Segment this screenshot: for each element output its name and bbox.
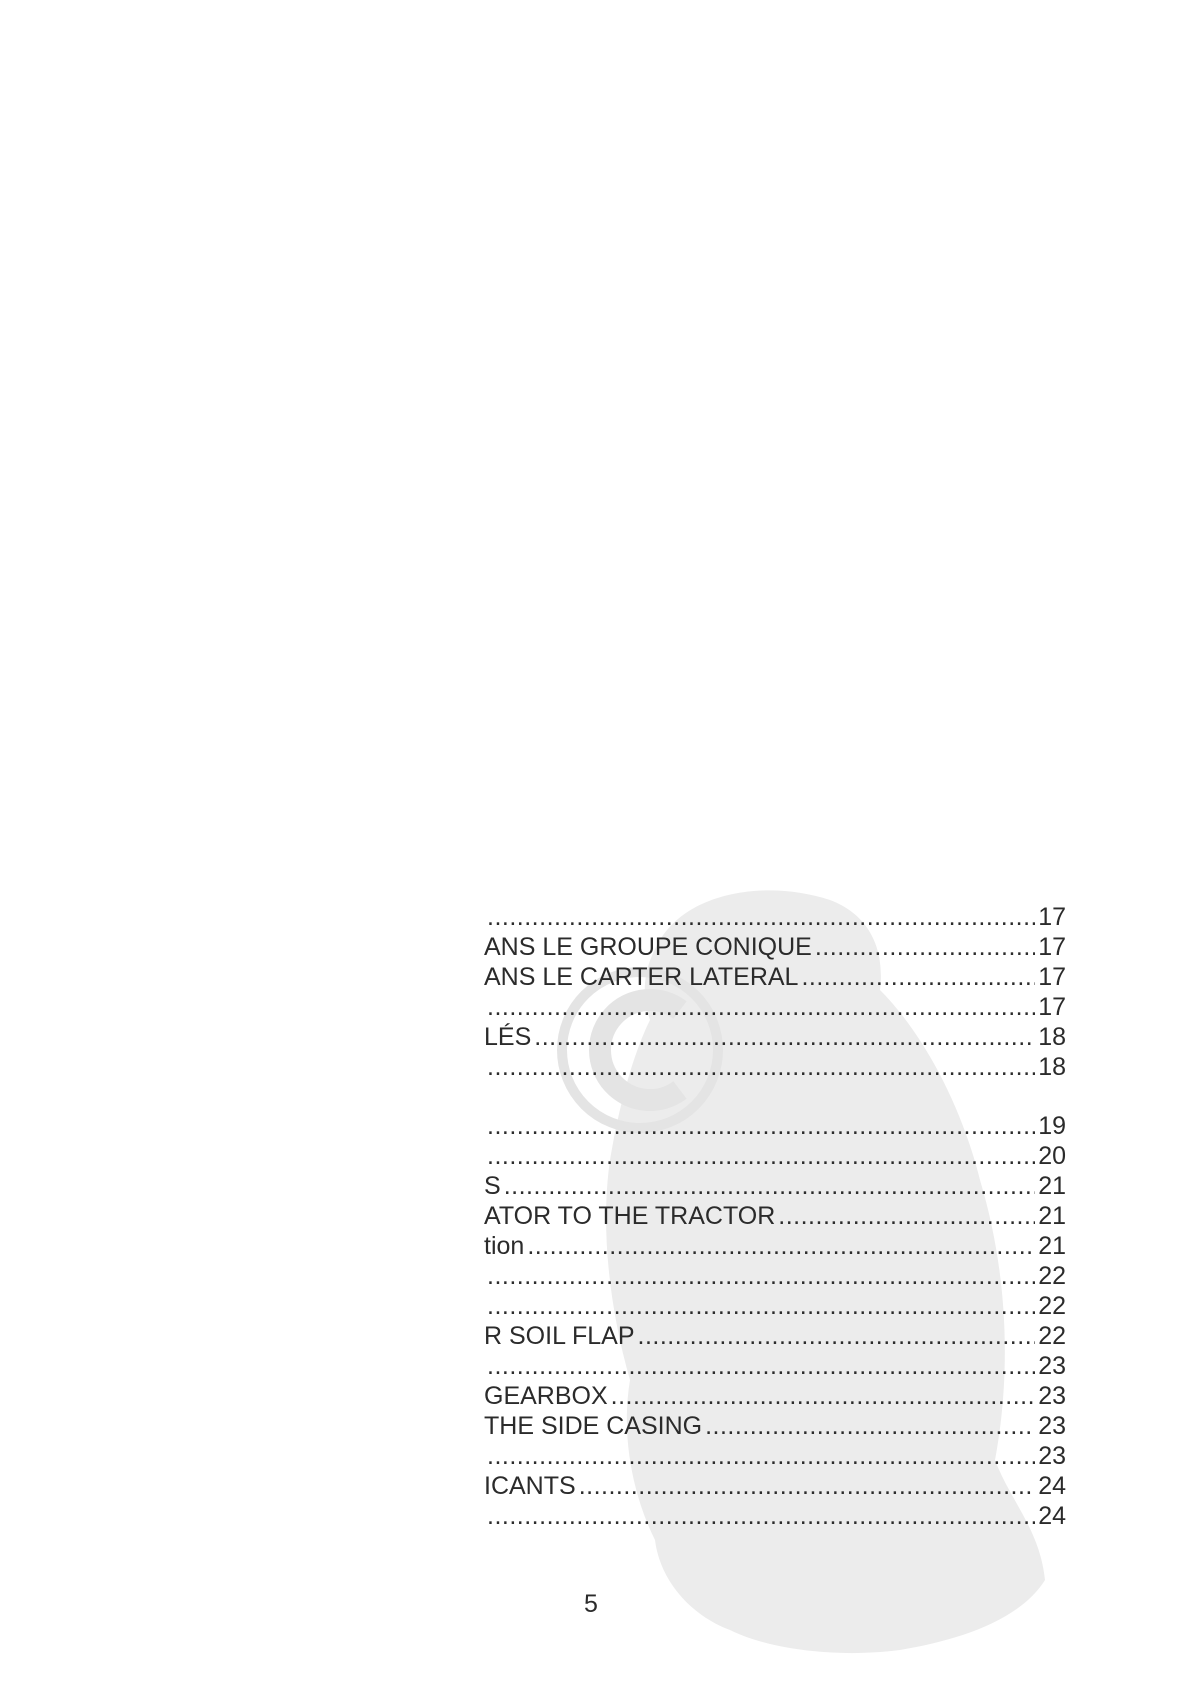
toc-entry <box>484 1441 1066 1471</box>
toc-entry-page: 19 <box>1038 1112 1066 1140</box>
toc-entry <box>484 1411 1066 1441</box>
toc-entry-page: 17 <box>1038 963 1066 991</box>
toc-leader-dots <box>705 1411 1035 1441</box>
toc-entry-label: THE SIDE CASING <box>484 1412 703 1440</box>
toc-entry <box>484 1321 1066 1351</box>
toc-entry-label: S <box>484 1172 501 1200</box>
toc-entry <box>484 1141 1066 1171</box>
toc-entry-page: 18 <box>1038 1023 1066 1051</box>
toc-entry <box>484 1381 1066 1411</box>
toc-entry <box>484 962 1066 992</box>
toc-entry-page: 18 <box>1038 1053 1066 1081</box>
toc-leader-dots <box>579 1471 1036 1501</box>
toc-entry-label: ICANTS <box>484 1472 576 1500</box>
toc-entry-page: 21 <box>1038 1202 1066 1230</box>
toc-entry-page: 17 <box>1038 903 1066 931</box>
toc-entry <box>484 1351 1066 1381</box>
toc-leader-dots <box>487 992 1035 1022</box>
toc-entry <box>484 1291 1066 1321</box>
toc-leader-dots <box>534 1022 1035 1052</box>
toc-entry-page: 22 <box>1038 1262 1066 1290</box>
toc-entry-page: 22 <box>1038 1322 1066 1350</box>
toc-leader-dots <box>487 1141 1035 1171</box>
toc-entry-label: R SOIL FLAP <box>484 1322 635 1350</box>
page-number: 5 <box>584 1590 598 1618</box>
toc-entry-page: 23 <box>1038 1352 1066 1380</box>
toc-leader-dots <box>638 1321 1036 1351</box>
toc-entry <box>484 1261 1066 1291</box>
toc-entry-page: 24 <box>1038 1502 1066 1530</box>
toc-leader-dots <box>487 1291 1035 1321</box>
toc-entry <box>484 1171 1066 1201</box>
toc-entry <box>484 932 1066 962</box>
toc-leader-dots <box>778 1201 1035 1231</box>
toc-entry <box>484 1022 1066 1052</box>
toc-entry <box>484 1111 1066 1141</box>
toc-entry <box>484 1231 1066 1261</box>
toc-leader-dots <box>487 1501 1035 1531</box>
toc-entry-label: LÉS <box>484 1023 532 1051</box>
toc-leader-dots <box>487 1111 1035 1141</box>
toc-entry <box>484 1201 1066 1231</box>
toc-leader-dots <box>527 1231 1035 1261</box>
toc-leader-dots <box>487 902 1035 932</box>
toc-entry-label: GEARBOX <box>484 1382 608 1410</box>
toc-leader-dots <box>487 1261 1035 1291</box>
toc-entry-page: 17 <box>1038 993 1066 1021</box>
table-of-contents <box>484 902 1066 1531</box>
toc-entry-page: 20 <box>1038 1142 1066 1170</box>
toc-entry-label: ANS LE GROUPE CONIQUE <box>484 933 812 961</box>
toc-entry-label: ANS LE CARTER LATERAL <box>484 963 799 991</box>
toc-entry-page: 23 <box>1038 1442 1066 1470</box>
toc-entry-page: 24 <box>1038 1472 1066 1500</box>
toc-leader-dots <box>611 1381 1036 1411</box>
toc-entry-page: 23 <box>1038 1382 1066 1410</box>
toc-entry-page: 21 <box>1038 1232 1066 1260</box>
toc-leader-dots <box>504 1171 1036 1201</box>
toc-leader-dots <box>487 1052 1035 1082</box>
toc-leader-dots <box>487 1351 1035 1381</box>
toc-leader-dots <box>801 962 1035 992</box>
toc-leader-dots <box>487 1441 1035 1471</box>
toc-entry <box>484 992 1066 1022</box>
toc-entry-label: ATOR TO THE TRACTOR <box>484 1202 776 1230</box>
toc-entry <box>484 1052 1066 1082</box>
toc-entry-page: 22 <box>1038 1292 1066 1320</box>
toc-entry <box>484 1471 1066 1501</box>
toc-entry-page: 21 <box>1038 1172 1066 1200</box>
toc-entry-page: 23 <box>1038 1412 1066 1440</box>
toc-leader-dots <box>815 932 1035 962</box>
toc-entry-label: tion <box>484 1232 525 1260</box>
toc-entry <box>484 1501 1066 1531</box>
toc-entry <box>484 902 1066 932</box>
toc-entry-page: 17 <box>1038 933 1066 961</box>
